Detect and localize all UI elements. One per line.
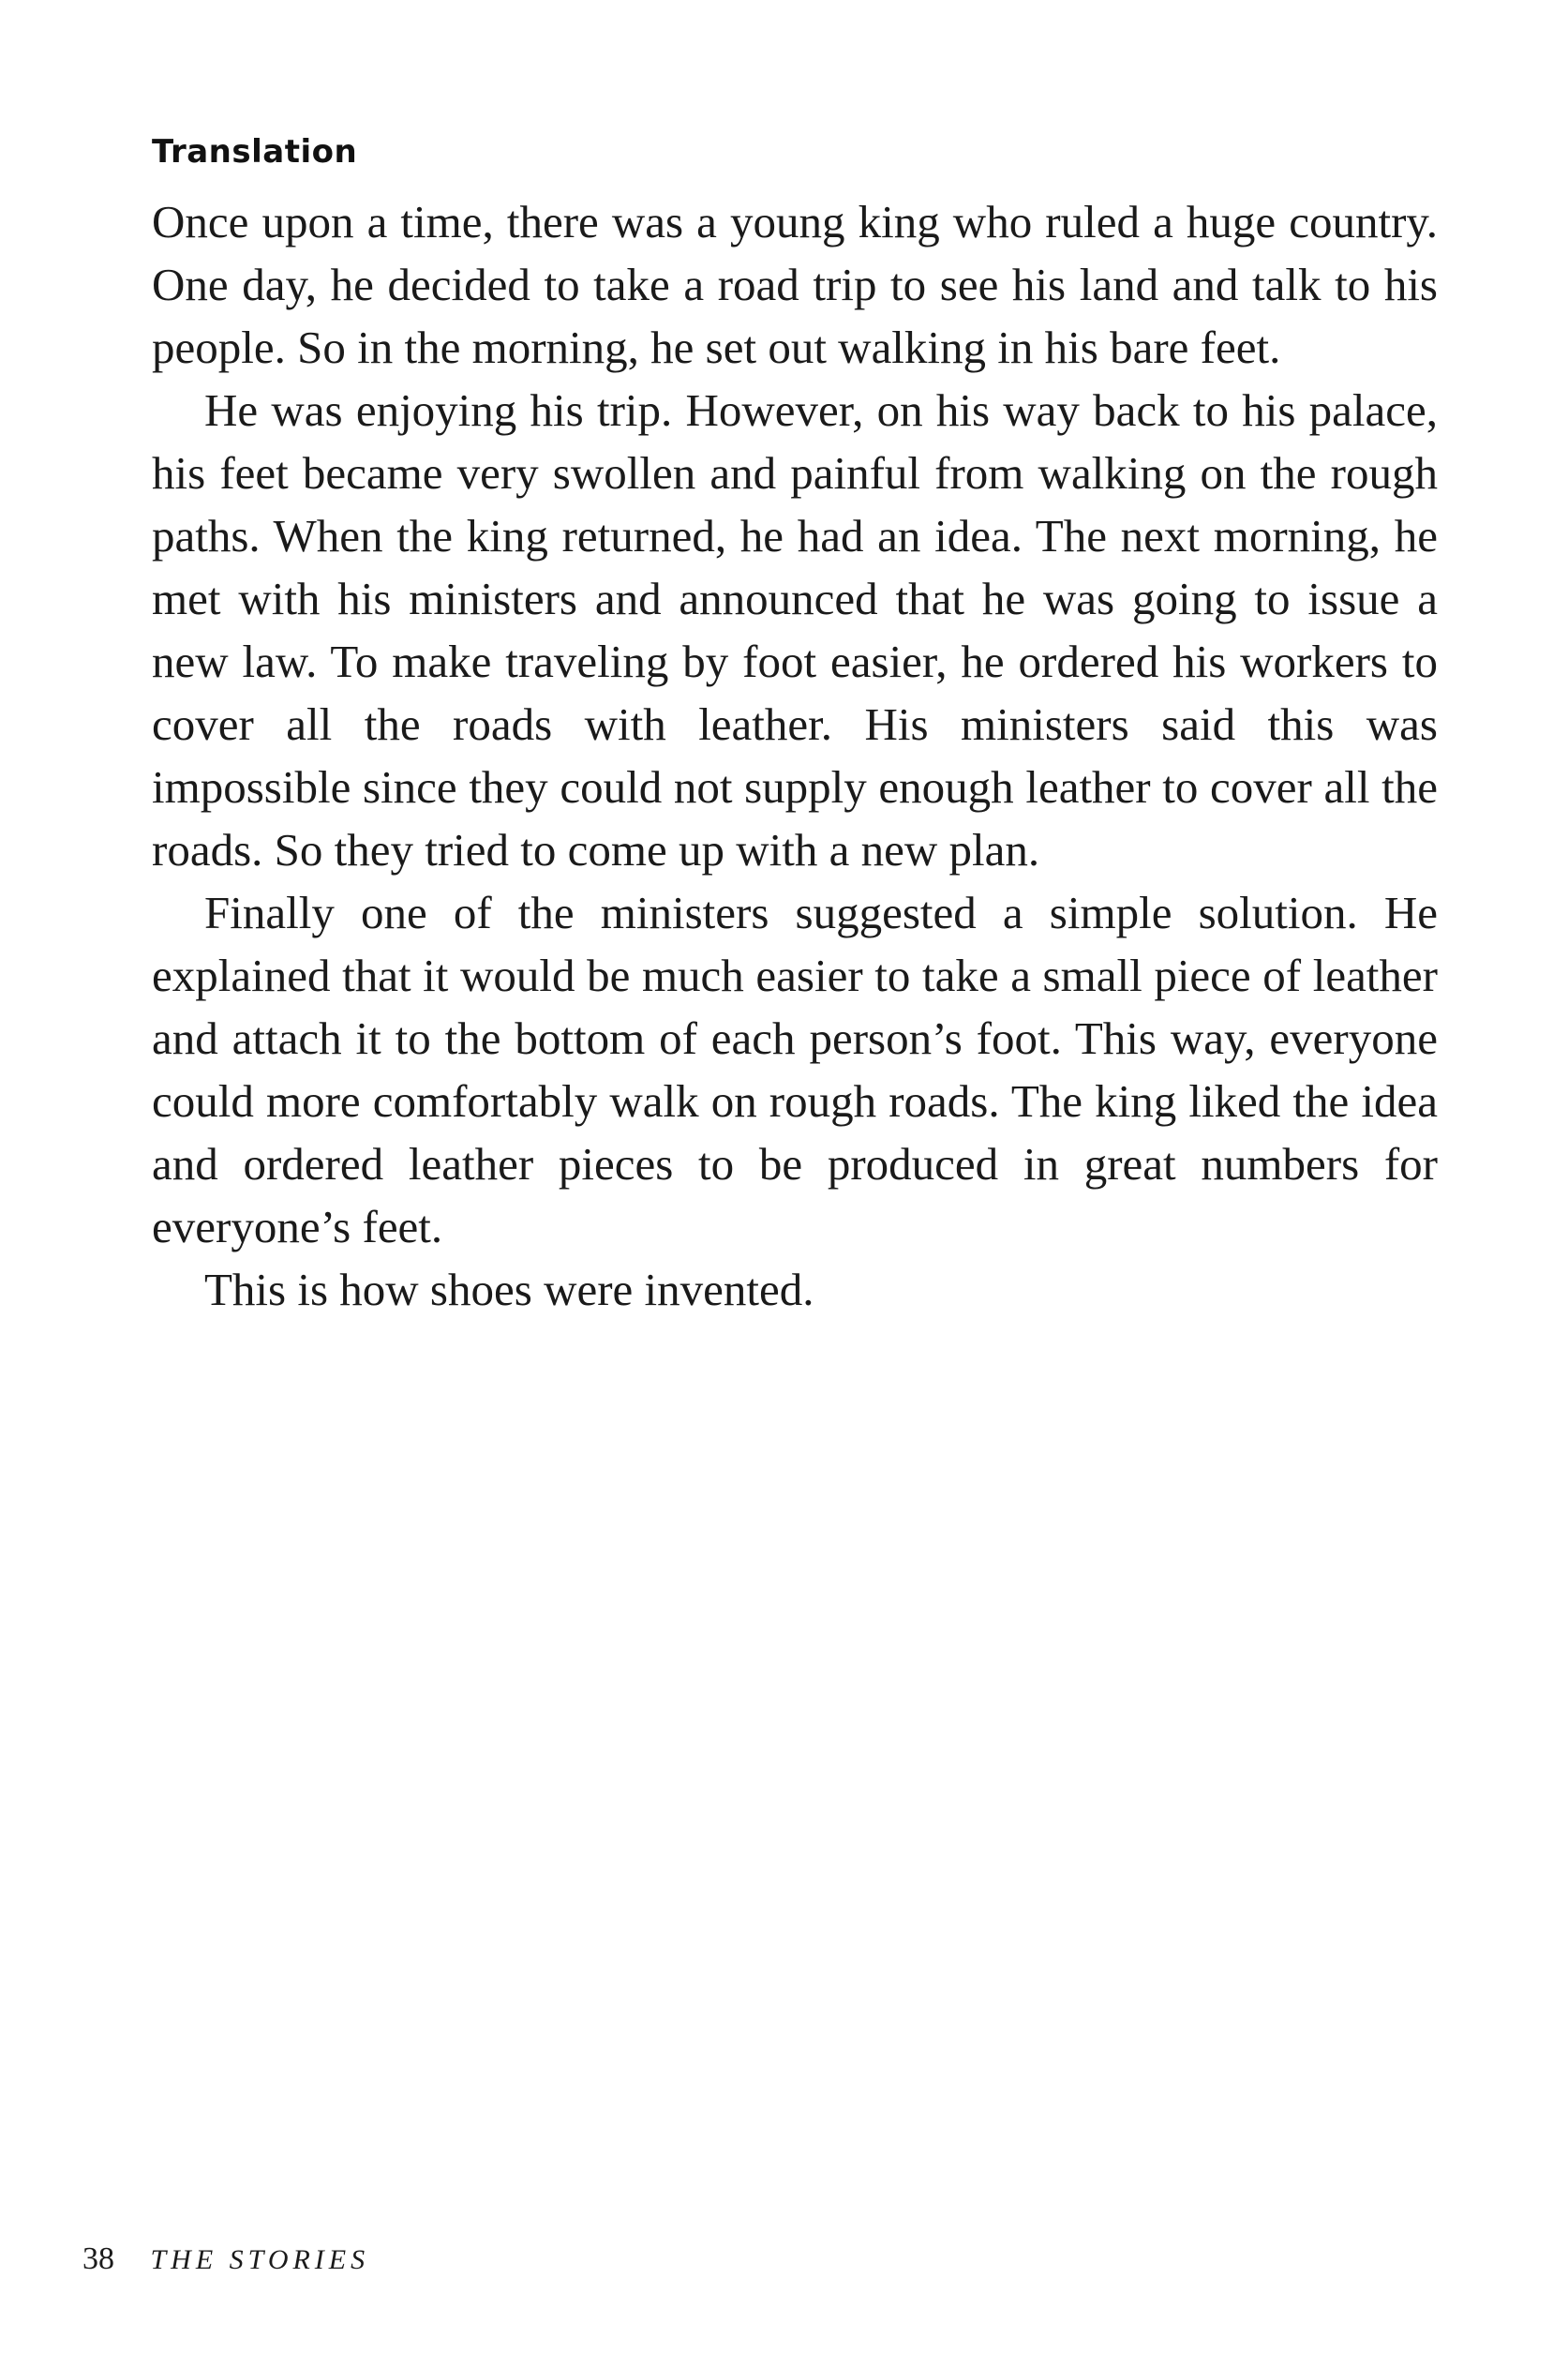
page-footer <box>82 2239 369 2281</box>
story-text <box>152 190 1438 1321</box>
section-heading: Translation <box>152 133 358 171</box>
page-number: 38 <box>82 2241 114 2276</box>
running-head: THE STORIES <box>150 2244 370 2275</box>
paragraph-4: This is how shoes were invented. <box>204 1264 814 1315</box>
paragraph-2: He was enjoying his trip. However, on his way back to his palace, his feet became very swollen and painful from walking on the rough paths. When the king returned, he had an idea. The next morning, he met with his ministers and announced that he was going to issue a new law. To make traveling by foot easier, he ordered his workers to cover all the roads with leather. His ministers said this was impossible since they could not supply enough leather to cover all the roads. So they tried to come up with a new plan. <box>152 384 1438 876</box>
paragraph-3: Finally one of the ministers suggested a simple solution. He explained that it would be much easier to take a small piece of leather and attach it to the bottom of each person’s foot. This way, everyone could more comfortably walk on rough roads. The king liked the idea and ordered leather pieces to be produced in great numbers for everyone’s feet. <box>152 887 1438 1252</box>
paragraph-1: Once upon a time, there was a young king who ruled a huge country. One day, he decided to take a road trip to see his land and talk to his people. So in the morning, he set out walking in his bare feet. <box>152 196 1438 373</box>
